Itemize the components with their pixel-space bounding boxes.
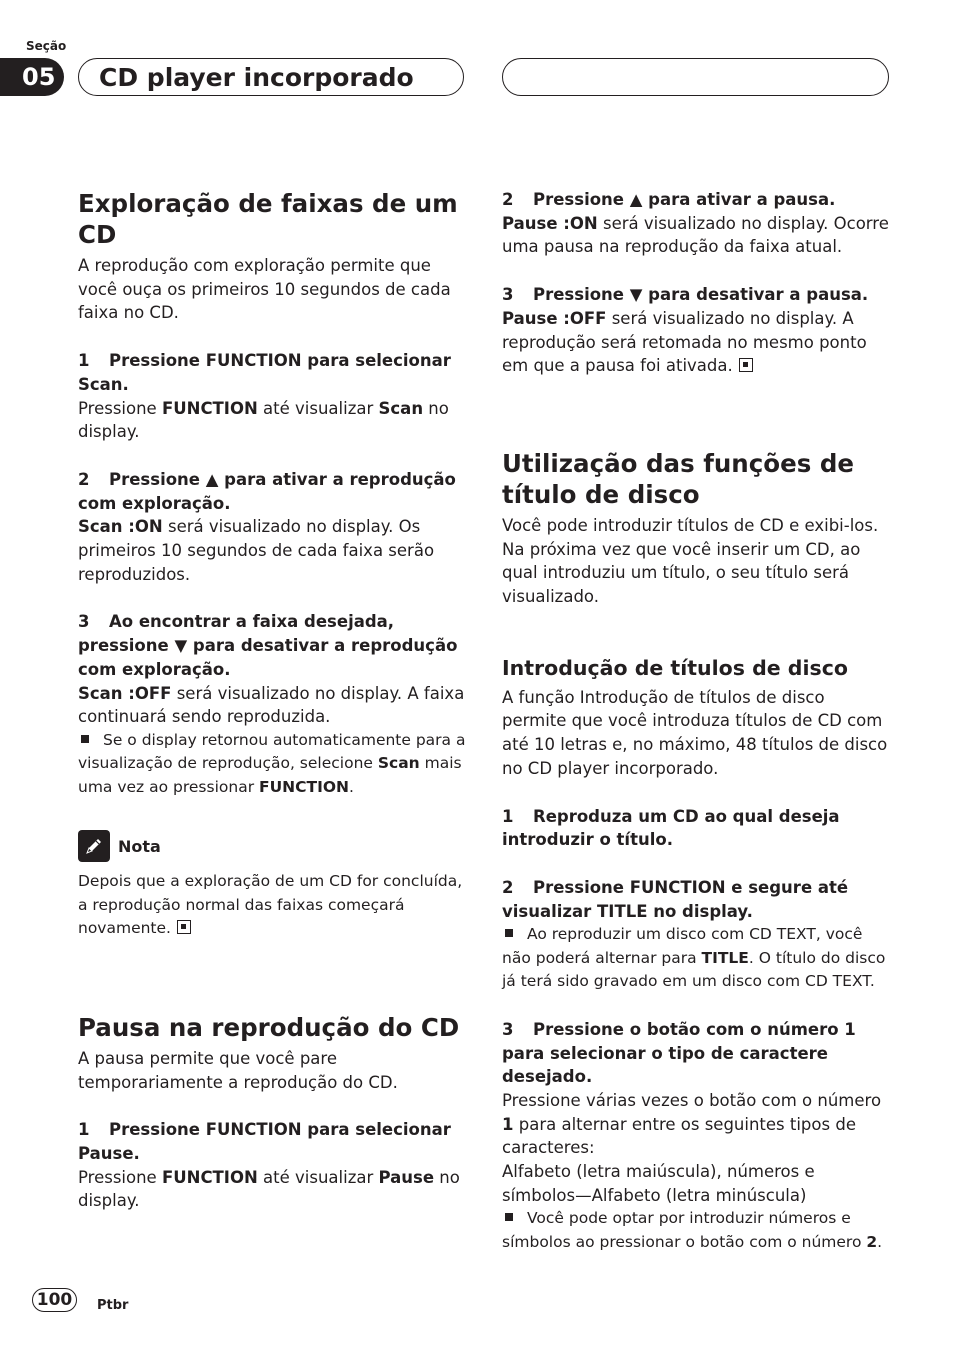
nota-label: Nota	[118, 836, 161, 856]
scan-heading: Exploração de faixas de um CD	[78, 189, 458, 249]
title-intro-text: A função Introdução de títulos de disco permite que você introduza títulos de CD com até 10 letras e, no máximo, 48 títulos de disco no CD player incorporado.	[502, 687, 888, 778]
bullet-square-icon	[81, 735, 89, 743]
scan-step-1: 1 Pressione FUNCTION para selecionar Scan.	[78, 351, 451, 394]
end-of-section-icon	[739, 358, 753, 372]
empty-header-box	[502, 58, 889, 96]
scan-intro: A reprodução com exploração permite que você ouça os primeiros 10 segundos de cada faixa no CD.	[78, 256, 451, 323]
pause-intro: A pausa permite que você pare temporariamente a reprodução do CD.	[78, 1048, 398, 1092]
left-column	[78, 188, 468, 1213]
chapter-title-box	[78, 58, 464, 96]
nota-header	[78, 830, 468, 862]
section-label: Seção	[26, 39, 67, 53]
pause-step-3-text: Pause :OFF será visualizado no display. A reprodução será retomada no mesmo ponto em que a pausa foi ativada.	[502, 308, 867, 376]
scan-step-1-text: Pressione FUNCTION até visualizar Scan no display.	[78, 398, 449, 442]
bullet-square-icon	[505, 1213, 513, 1221]
scan-step-3-text: Scan :OFF será visualizado no display. A faixa continuará sendo reproduzida.	[78, 683, 465, 727]
right-column	[502, 188, 892, 1254]
end-of-section-icon	[177, 920, 191, 934]
scan-step-3: 3 Ao encontrar a faixa desejada, pressione ▼ para desativar a reprodução com exploração.	[78, 612, 458, 679]
bullet-square-icon	[505, 929, 513, 937]
section-number-badge: 05	[0, 58, 64, 96]
page-number: 100	[32, 1288, 77, 1312]
pause-step-1: 1 Pressione FUNCTION para selecionar Pause.	[78, 1120, 451, 1164]
pause-step-1-text: Pressione FUNCTION até visualizar Pause no display.	[78, 1167, 460, 1211]
title-bullet-1: Ao reproduzir um disco com CD TEXT, você não poderá alternar para TITLE. O título do disco já terá sido gravado em um disco com CD TEXT.	[502, 925, 886, 991]
language-code: Ptbr	[97, 1298, 129, 1313]
title-step-2: 2 Pressione FUNCTION e segure até visualizar TITLE no display.	[502, 877, 849, 921]
scan-bullet-note: Se o display retornou automaticamente para a visualização de reprodução, selecione Scan mais uma vez ao pressionar FUNCTION.	[78, 730, 466, 796]
nota-text: Depois que a exploração de um CD for concluída, a reprodução normal das faixas começará novamente.	[78, 872, 463, 938]
scan-step-2: 2 Pressione ▲ para ativar a reprodução com exploração.	[78, 469, 456, 513]
title-step-1: 1 Reproduza um CD ao qual deseja introduzir o título.	[502, 806, 840, 850]
title-func-intro: Você pode introduzir títulos de CD e exibi-los. Na próxima vez que você inserir um CD, ao qual introduziu um título, o seu título será visualizado.	[502, 515, 879, 607]
title-intro-subheading: Introdução de títulos de disco	[502, 655, 848, 680]
pause-heading: Pausa na reprodução do CD	[78, 1012, 460, 1042]
scan-step-2-text: Scan :ON será visualizado no display. Os primeiros 10 segundos de cada faixa serão reproduzidos.	[78, 517, 435, 584]
title-func-heading: Utilização das funções de título de disco	[502, 448, 854, 509]
chapter-title: CD player incorporado	[99, 62, 414, 92]
title-step-3-text: Pressione várias vezes o botão com o número 1 para alternar entre os seguintes tipos de caracteres:	[502, 1090, 882, 1158]
pause-step-3: 3 Pressione ▼ para desativar a pausa.	[502, 285, 869, 305]
title-bullet-2: Você pode optar por introduzir números e símbolos ao pressionar o botão com o número 2.	[502, 1209, 883, 1251]
pause-step-2: 2 Pressione ▲ para ativar a pausa.	[502, 190, 836, 209]
title-step-3-types: Alfabeto (letra maiúscula), números e símbolos—Alfabeto (letra minúscula)	[502, 1162, 815, 1205]
note-pencil-icon	[78, 830, 110, 862]
title-step-3: 3 Pressione o botão com o número 1 para selecionar o tipo de caractere desejado.	[502, 1019, 856, 1087]
pause-step-2-text: Pause :ON será visualizado no display. Ocorre uma pausa na reprodução da faixa atual.	[502, 213, 889, 257]
